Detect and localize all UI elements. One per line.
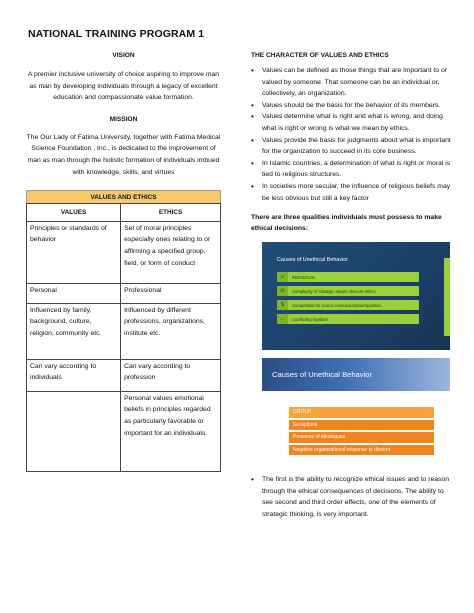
mission-heading: MISSION xyxy=(109,115,138,123)
values-cell: Can vary according to individuals xyxy=(27,359,121,391)
slide-list-item xyxy=(277,272,419,282)
character-bullet-list xyxy=(251,65,451,204)
slide-accent-bar xyxy=(444,258,450,336)
slide-list-item: Presence of ideologues xyxy=(289,432,434,443)
list-item: • Values determine what is right and what is wrong, and doing what is right or wrong is what we mean by ethics. xyxy=(251,111,451,134)
table-row xyxy=(27,303,221,359)
ethics-cell: Personal values emotional beliefs in principles regarded as particularly favorable or important for an individuals. xyxy=(121,391,221,471)
ethics-cell: Professional xyxy=(121,283,221,303)
slide-list-item xyxy=(277,300,419,310)
values-ethics-table-title: VALUES AND ETHICS xyxy=(26,190,221,203)
slide-banner xyxy=(262,358,450,391)
table-row xyxy=(27,221,221,283)
values-ethics-table xyxy=(26,203,221,472)
ethics-cell: Set of moral principles especially ones relating to or affirming a specified group, field, or form of conduct xyxy=(121,221,221,283)
slide-title: Causes of Unethical Behavior xyxy=(272,370,373,380)
left-column xyxy=(26,52,221,472)
final-bullet-list xyxy=(251,474,451,520)
slide-item-label: Conflicting loyalties xyxy=(292,316,328,322)
table-row xyxy=(27,283,221,303)
ethics-cell: Influenced by different professions, organizations, institute etc. xyxy=(121,303,221,359)
values-cell: Personal xyxy=(27,283,121,303)
coins-icon: $ xyxy=(277,300,288,310)
person-icon: ☺ xyxy=(277,272,288,282)
ethics-cell: Can vary according to profession xyxy=(121,359,221,391)
mission-text: The Our Lady of Fatima University, together with Fatima Medical Science Foundation , Inc., is dedicated to the improvement of man as man through the holistic formation of individuals imbued with knowledge, skills, and virtues xyxy=(26,133,221,176)
document-title: NATIONAL TRAINING PROGRAM 1 xyxy=(28,28,205,40)
individual-causes-slide xyxy=(262,242,450,350)
handshake-icon: ↔ xyxy=(277,314,288,324)
slide-item-label: Complexity of strategic issues obscure ethics xyxy=(292,288,376,294)
column-header-ethics: ETHICS xyxy=(121,204,221,222)
character-heading: THE CHARACTER OF VALUES AND ETHICS xyxy=(251,52,389,59)
slide-list-item: Groupthink xyxy=(289,420,434,431)
list-item: • Values provide the basis for judgments about what is important for the organization to succeed in its core business. xyxy=(251,135,451,158)
table-header-row xyxy=(27,204,221,222)
slide-item-label: INDIVIDUAL xyxy=(292,274,316,280)
list-item: • Values can be defined as those things that are important to or valued by someone. That someone can be an individual or, collectively, an organization. xyxy=(251,65,451,100)
slide-list-item: GROUP xyxy=(289,407,434,418)
slide-list-item xyxy=(277,286,419,296)
vision-text: A premier inclusive university of choice aspiring to improve man as man by developing individuals through a legacy of excellent education and compassionate value formation. xyxy=(27,71,220,102)
values-cell: Principles or standards of behavior xyxy=(27,221,121,283)
right-column xyxy=(251,52,451,521)
slide-item-label: Competition for scarce resources/power/position xyxy=(292,302,382,308)
column-header-values: VALUES xyxy=(27,204,121,222)
values-cell: Influenced by family, background, culture, religion, community etc. xyxy=(27,303,121,359)
scale-icon: ⚖ xyxy=(277,286,288,296)
list-item: • The first is the ability to recognize ethical issues and to reason through the ethical consequences of decisions. The ability to see second and third order effects, one of the elements of strategic thinking, is very important. xyxy=(251,474,451,520)
table-row xyxy=(27,359,221,391)
group-causes-slide xyxy=(262,358,450,474)
table-row xyxy=(27,391,221,471)
slide-list xyxy=(289,407,434,455)
slide-list-item: Negative organizational response to dissent xyxy=(289,445,434,456)
slide-title: Causes of Unethical Behavior xyxy=(277,257,349,264)
list-item: • In societies more secular, the influence of religious beliefs may be less obvious but still a key factor xyxy=(251,181,451,204)
list-item: • In Islamic countries, a determination of what is right or moral is tied to religious structures. xyxy=(251,158,451,181)
vision-heading: VISION xyxy=(112,52,135,59)
slide-list-item xyxy=(277,314,419,324)
qualities-heading: There are three qualities individuals must possess to make ethical decisions: xyxy=(251,214,442,233)
values-cell xyxy=(27,391,121,471)
list-item: • Values should be the basis for the behavior of its members. xyxy=(251,100,451,112)
